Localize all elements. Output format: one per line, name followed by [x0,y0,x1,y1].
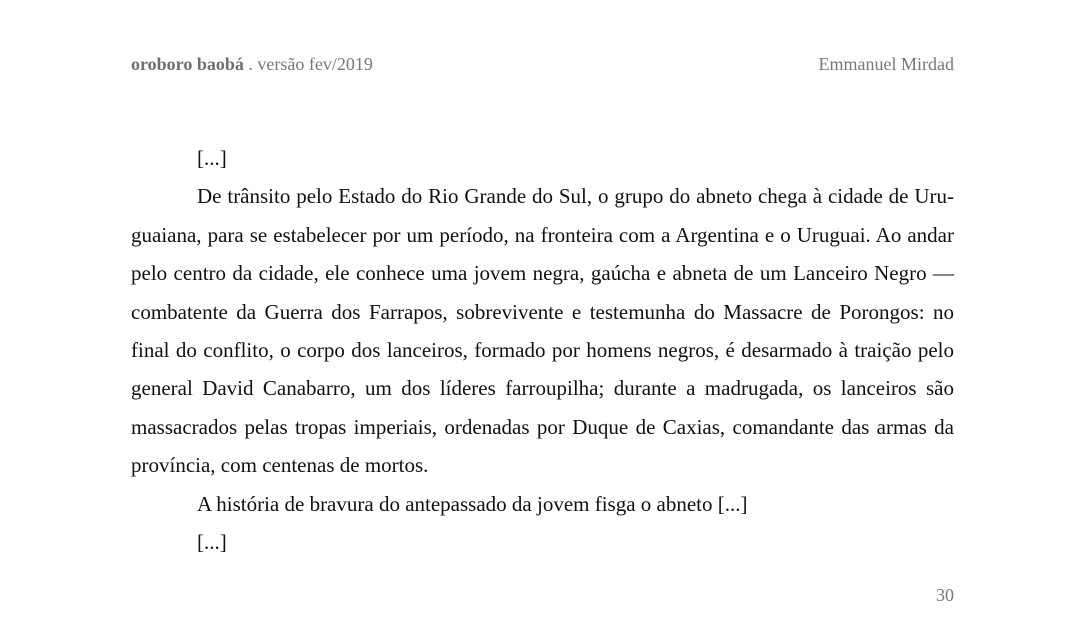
running-title [131,54,373,75]
paragraph-ellipsis-end: [...] [197,530,227,555]
body-text [131,139,954,561]
page-header [131,54,954,78]
book-title: oroboro baobá [131,54,244,74]
page-number: 30 [936,585,954,605]
paragraph-story: A história de bravura do antepassado da jovem fisga o abneto [...] [197,491,748,516]
version-label: . versão fev/2019 [243,54,373,74]
paragraph-main: De trânsito pelo Estado do Rio Grande do Sul, o grupo do abneto chega à cidade de Uruguaiana, para se estabelecer por um período, na fronteira com a Argentina e o Uruguai. Ao andar pelo centro da cidade, ele conhece uma jovem negra, gaúcha e abneta de um Lanceiro Negro — combatente da Guerra dos Farrapos, sobrevivente e testemunha do Massacre de Porongos: no final do conflito, o corpo dos lanceiros, formado por homens negros, é desarmado à traição pelo general David Canabarro, um dos líderes farroupilha; durante a madrugada, os lanceiros são massacrados pelas tropas imperiais, ordenadas por Duque de Caxias, comandante das armas da província, com centenas de mortos. [131,184,954,478]
paragraph-ellipsis-start: [...] [197,146,227,170]
author-name: Emmanuel Mirdad [818,54,954,74]
